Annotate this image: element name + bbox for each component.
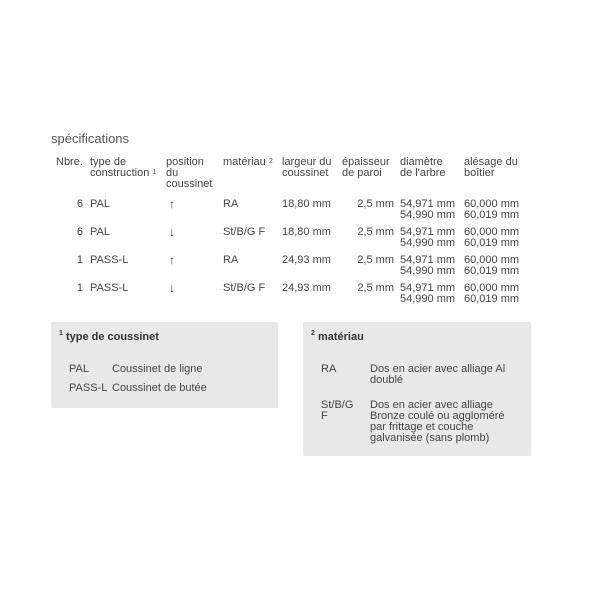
cell-nbre: 1 [76,254,83,266]
footnote-value: Coussinet de ligne [112,363,203,375]
specifications-table [56,157,534,311]
cell-largeur: 24,93 mm [282,282,331,294]
list-item [59,383,270,394]
cell-diametre: 54,971 mm 54,990 mm [400,282,456,305]
arrow-up-icon: ↑ [169,197,175,211]
footnote-key: PAL [69,363,89,375]
cell-diametre: 54,971 mm 54,990 mm [400,198,456,221]
footnote-title: $^1$ type de coussinet [59,330,159,343]
list-item [311,400,523,444]
footnote-key: St/B/G F [321,399,354,422]
footnote-ref-2: 2 [268,158,273,165]
cell-materiau: St/B/G F [223,226,266,238]
table-row [56,283,534,305]
cell-largeur: 18,80 mm [282,226,331,238]
footnote-box-type-coussinet [51,322,278,408]
arrow-down-icon: ↓ [169,225,175,239]
header-position-coussinet: position du coussinet [166,156,213,190]
footnote-key: RA [321,363,337,375]
cell-type: PASS-L [90,254,129,266]
arrow-up-icon: ↑ [169,253,175,267]
footnote-title: $^2$ matériau [311,330,364,343]
cell-alesage: 60,000 mm 60,019 mm [464,282,520,305]
table-row [56,255,534,277]
section-title: spécifications [51,131,130,146]
header-type-construction: type de construction $^1$ [90,156,157,179]
cell-materiau: RA [223,198,239,210]
cell-epaisseur: 2,5 mm [357,226,394,238]
header-epaisseur: épaisseur de paroi [342,156,390,179]
cell-materiau: RA [223,254,239,266]
cell-epaisseur: 2,5 mm [357,254,394,266]
cell-nbre: 6 [76,198,83,210]
table-row [56,227,534,249]
cell-diametre: 54,971 mm 54,990 mm [400,254,456,277]
cell-epaisseur: 2,5 mm [357,198,394,210]
cell-alesage: 60,000 mm 60,019 mm [464,198,520,221]
footnote-value: Coussinet de butée [112,382,207,394]
cell-alesage: 60,000 mm 60,019 mm [464,226,520,249]
footnote-value: Dos en acier avec alliage Bronze coulé ou aggloméré par frittage et couche galvanisée (sans plomb) [370,399,505,444]
cell-nbre: 6 [76,226,83,238]
cell-epaisseur: 2,5 mm [357,282,394,294]
cell-nbre: 1 [76,282,83,294]
header-diametre: diamètre de l'arbre [400,156,446,179]
cell-materiau: St/B/G F [223,282,266,294]
footnote-key: PASS-L [69,382,108,394]
footnote-value: Dos en acier avec alliage Al doublé [370,363,506,386]
table-header [56,157,534,190]
cell-type: PAL [90,198,110,210]
footnote-box-materiau [303,322,531,456]
header-largeur: largeur du coussinet [282,156,332,179]
cell-type: PASS-L [90,282,129,294]
cell-diametre: 54,971 mm 54,990 mm [400,226,456,249]
cell-largeur: 18,80 mm [282,198,331,210]
table-row [56,199,534,221]
arrow-down-icon: ↓ [169,281,175,295]
header-materiau: matériau $^2$ [223,156,273,168]
list-item [59,364,270,375]
footnote-ref-1: 1 [152,169,157,176]
cell-type: PAL [90,226,110,238]
cell-largeur: 24,93 mm [282,254,331,266]
header-nbre: Nbre. [56,156,83,168]
cell-alesage: 60,000 mm 60,019 mm [464,254,520,277]
list-item [311,364,523,386]
header-alesage: alésage du boîtier [464,156,518,179]
